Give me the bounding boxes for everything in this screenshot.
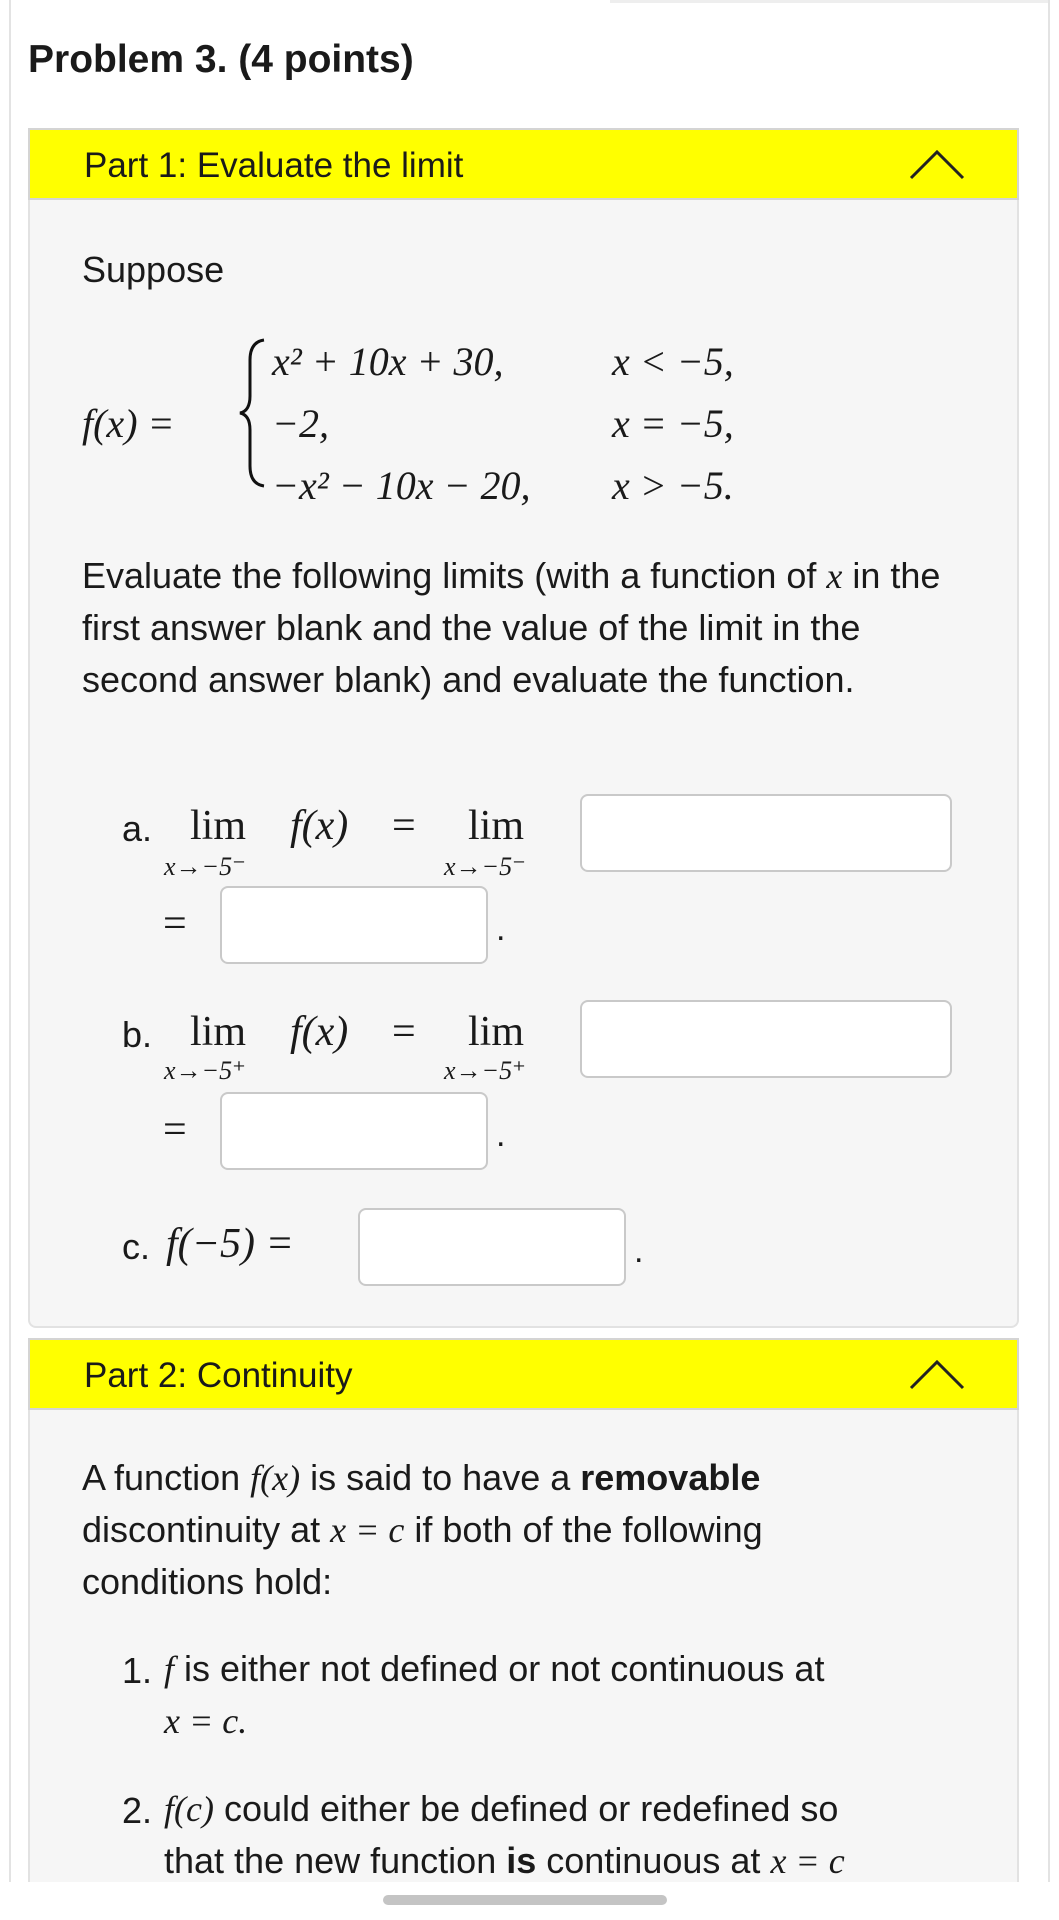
lim-a-right-sub: x→−5⁻ xyxy=(444,852,526,881)
fx-b: f(x) xyxy=(290,1009,349,1055)
answer-c-input[interactable] xyxy=(358,1208,626,1286)
lim-b-left-sub: x→−5⁺ xyxy=(164,1056,246,1085)
lim-b-right-sub: x→−5⁺ xyxy=(444,1056,526,1085)
period-c: . xyxy=(634,1232,644,1270)
lim-b-right: lim xyxy=(468,1009,525,1055)
answer-b-value-input[interactable] xyxy=(220,1092,488,1170)
case-3-expr: −x² − 10x − 20, xyxy=(272,463,531,508)
list-item-1-text: f is either not defined or not continuous at x = c. xyxy=(164,1648,825,1741)
lim-a-left: lim xyxy=(190,803,247,849)
case-2-cond: x = −5, xyxy=(612,401,734,446)
item-b-label: b. xyxy=(122,1014,153,1055)
eq-a-2: = xyxy=(163,901,187,947)
lim-a-left-sub: x→−5⁻ xyxy=(164,852,246,881)
eq-a: = xyxy=(392,803,416,849)
eq-b-2: = xyxy=(163,1107,187,1153)
top-edge xyxy=(610,0,1050,3)
intro-text: Suppose xyxy=(82,249,225,290)
answer-b-function-input[interactable] xyxy=(580,1000,952,1078)
left-brace-icon xyxy=(238,338,268,488)
lim-a-right: lim xyxy=(468,803,525,849)
period-b: . xyxy=(496,1116,506,1154)
part2-header[interactable] xyxy=(28,1338,1019,1410)
period-a: . xyxy=(496,910,506,948)
list-item-2-number: 2. xyxy=(122,1790,153,1831)
item-a-label: a. xyxy=(122,808,153,849)
part1-body xyxy=(28,200,1019,1328)
answer-a-value-input[interactable] xyxy=(220,886,488,964)
case-1-expr: x² + 10x + 30, xyxy=(272,339,504,384)
list-item-1-number: 1. xyxy=(122,1650,153,1691)
home-indicator[interactable] xyxy=(383,1895,667,1905)
function-label: f(x) = xyxy=(82,401,175,446)
case-1-cond: x < −5, xyxy=(612,339,734,384)
eq-b: = xyxy=(392,1009,416,1055)
list-item-2-text: f(c) could either be defined or redefined so that the new function is continuous at x = c xyxy=(164,1788,845,1881)
chevron-up-icon[interactable] xyxy=(907,146,967,182)
chevron-up-icon[interactable] xyxy=(907,1356,967,1392)
right-frame-line xyxy=(1048,0,1050,1884)
fc-expr: f(−5) = xyxy=(166,1221,294,1267)
removable-definition-text: A function f(x) is said to have a removable discontinuity at x = c if both of the following conditions hold: xyxy=(82,1457,763,1602)
problem-title: Problem 3. (4 points) xyxy=(28,38,414,81)
lim-b-left: lim xyxy=(190,1009,247,1055)
item-c-label: c. xyxy=(122,1226,151,1267)
part2-header-label: Part 2: Continuity xyxy=(84,1356,353,1395)
case-2-expr: −2, xyxy=(272,401,329,446)
instructions-text: Evaluate the following limits (with a function of x in the first answer blank and the value of the limit in the second answer blank) and evaluate the function. xyxy=(82,555,941,700)
case-3-cond: x > −5. xyxy=(612,463,734,508)
answer-a-function-input[interactable] xyxy=(580,794,952,872)
part1-header-label: Part 1: Evaluate the limit xyxy=(84,146,464,185)
left-frame-line xyxy=(9,0,11,1884)
fx-a: f(x) xyxy=(290,803,349,849)
part1-header[interactable] xyxy=(28,128,1019,200)
